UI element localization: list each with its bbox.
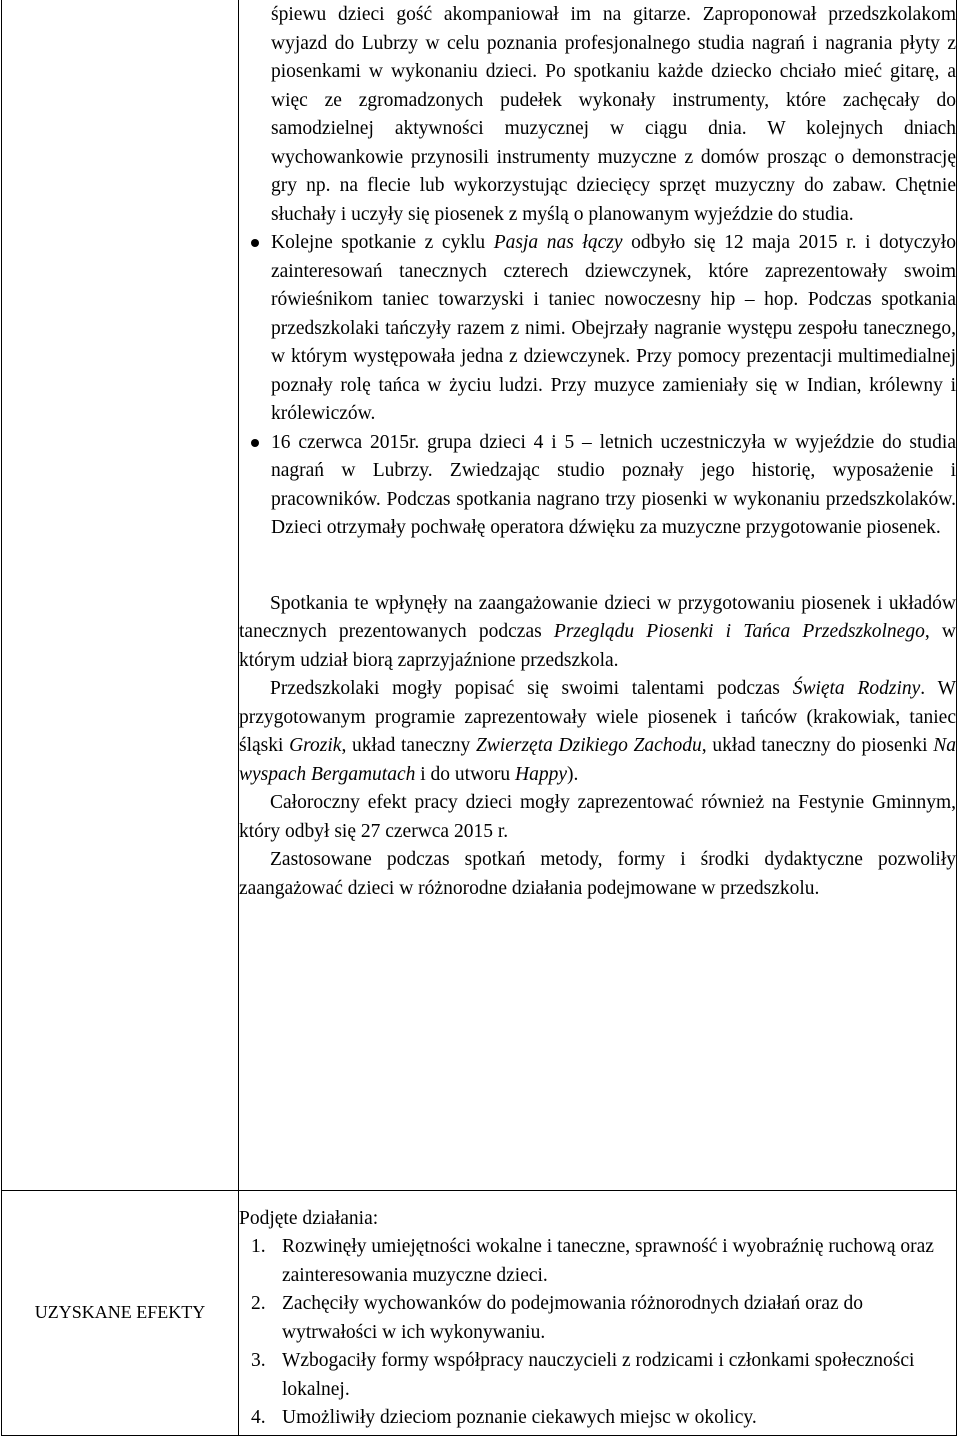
item-text: Wzbogaciły formy współpracy nauczycieli z rodzicami i członkami społeczności lokalnej. [282, 1350, 915, 1400]
text-run: , układ taneczny [341, 735, 476, 756]
activity-bullet-list [239, 0, 956, 543]
text-run: ). [567, 763, 579, 785]
summary-paragraph [239, 789, 956, 846]
text-run: 16 czerwca 2015r. grupa dzieci 4 i 5 – letnich uczestniczyła w wyjeździe do studia nagrań w Lubrzy. Zwiedzając studio poznały jego historię, wyposażenie i pracowników. Podczas spotkania nagrano trzy piosenki w wykonaniu przedszkolaków. Dzieci otrzymały pochwałę operatora dźwięku za muzyczne przygotowanie piosenek. [271, 431, 956, 538]
text-run: Zastosowane podczas spotkań metody, formy i środki dydaktyczne pozwoliły zaangażować dzieci w różnorodne działania podejmowane w przedszkolu. [239, 849, 956, 899]
item-number: 3. [251, 1350, 266, 1371]
bullet-text [271, 432, 956, 539]
italic-text: Na wyspach Bergamutach [239, 735, 956, 785]
item-number: 2. [251, 1293, 266, 1314]
effects-body [239, 1191, 956, 1433]
item-text: Zachęciły wychowanków do podejmowania różnorodnych działań oraz do wytrwałości w ich wykonywaniu. [282, 1293, 864, 1343]
effects-list-item [239, 1347, 956, 1404]
report-table [1, 0, 957, 1436]
text-run: śpiewu dzieci gość akompaniował im na gitarze. Zaproponował przedszkolakom wyjazd do Lubrzy w celu poznania profesjonalnego studia nagrań i nagrania płyty z piosenkami w wykonaniu dzieci. Po spotkaniu każde dziecko chciało mieć gitarę, a więc ze zgromadzonych pudełek wykonały instrumenty, które zachęcały do samodzielnej aktywności muzycznej w ciągu dnia. W kolejnych dniach wychowankowie przynosili instrumenty muzyczne z domów prosząc o demonstrację gry np. na flecie lub wykorzystując dziecięcy sprzęt muzyczny do zabaw. Chętnie słuchały i uczyły się piosenek z myślą o planowanym wyjeździe do studia. [271, 4, 956, 225]
effects-label-cell [2, 1190, 239, 1436]
bullet-dot-icon [251, 239, 259, 247]
italic-text: Grozik [289, 735, 342, 756]
effects-list-item [239, 1290, 956, 1347]
item-text: Rozwinęły umiejętności wokalne i taneczne, sprawność i wyobraźnię ruchową oraz zainteresowania muzyczne dzieci. [282, 1236, 934, 1286]
activities-cell [239, 0, 957, 1190]
text-run: Kolejne spotkanie z cyklu [271, 232, 494, 253]
text-run: Spotkania te wpłynęły na zaangażowanie dzieci w przygotowaniu piosenek i układów tanecznych prezentowanych podczas [239, 592, 956, 642]
text-run: , układ taneczny do piosenki [701, 735, 934, 756]
italic-text: Happy [515, 763, 568, 785]
activities-row [2, 0, 957, 1190]
italic-text: Święta Rodziny [792, 678, 921, 699]
text-run: i do utworu [415, 763, 516, 785]
italic-text: Pasja nas łączy [493, 232, 623, 253]
bullet-item [239, 229, 956, 429]
summary-paragraph [239, 846, 956, 903]
bullet-item [239, 429, 956, 543]
bullet-dot-icon [251, 439, 259, 447]
label-cell-empty [2, 0, 239, 1190]
bullet-text [271, 232, 956, 424]
item-number: 4. [251, 1407, 266, 1428]
effects-list-item [239, 1404, 956, 1433]
effects-intro: Podjęte działania: [239, 1207, 379, 1229]
italic-text: Przeglądu Piosenki i Tańca Przedszkolnego [553, 621, 925, 642]
text-run: odbyło się 12 maja 2015 r. i dotyczyło zainteresowań tanecznych czterech dziewczynek, które zaprezentowały swoim rówieśnikom taniec towarzyski i taniec nowoczesny hip – hop. Podczas spotkania przedszkolaki tańczyły razem z nimi. Obejrzały nagranie występu zespołu tanecznego, w którym występowała jedna z dziewczynek. Przy pomocy prezentacji multimedialnej poznały rolę tańca w życiu ludzi. Przy muzyce zamieniały się w Indian, królewny i królewiczów. [271, 232, 956, 424]
summary-paragraph [239, 675, 956, 789]
effects-list-item [239, 1233, 956, 1290]
effects-cell [239, 1190, 957, 1436]
item-number: 1. [251, 1236, 266, 1257]
text-run: . W przygotowanym programie zaprezentowały wiele piosenek i tańców (krakowiak, taniec śląski [239, 678, 957, 756]
effects-row [2, 1190, 957, 1436]
effects-label: UZYSKANE EFEKTY [34, 1302, 206, 1323]
effects-list [239, 1233, 956, 1433]
summary-paragraph [239, 590, 956, 676]
summary-section [239, 590, 956, 904]
italic-text: Zwierzęta Dzikiego Zachodu [475, 735, 702, 756]
text-run: , w którym udział biorą zaprzyjaźnione przedszkola. [239, 621, 956, 671]
bullet-text [271, 4, 956, 225]
text-run: Całoroczny efekt pracy dzieci mogły zaprezentować również na Festynie Gminnym, który odbył się 27 czerwca 2015 r. [239, 792, 956, 842]
text-run: Przedszkolaki mogły popisać się swoimi talentami podczas [270, 678, 793, 699]
bullet-item-continuation [239, 0, 956, 229]
item-text: Umożliwiły dzieciom poznanie ciekawych miejsc w okolicy. [282, 1407, 757, 1428]
